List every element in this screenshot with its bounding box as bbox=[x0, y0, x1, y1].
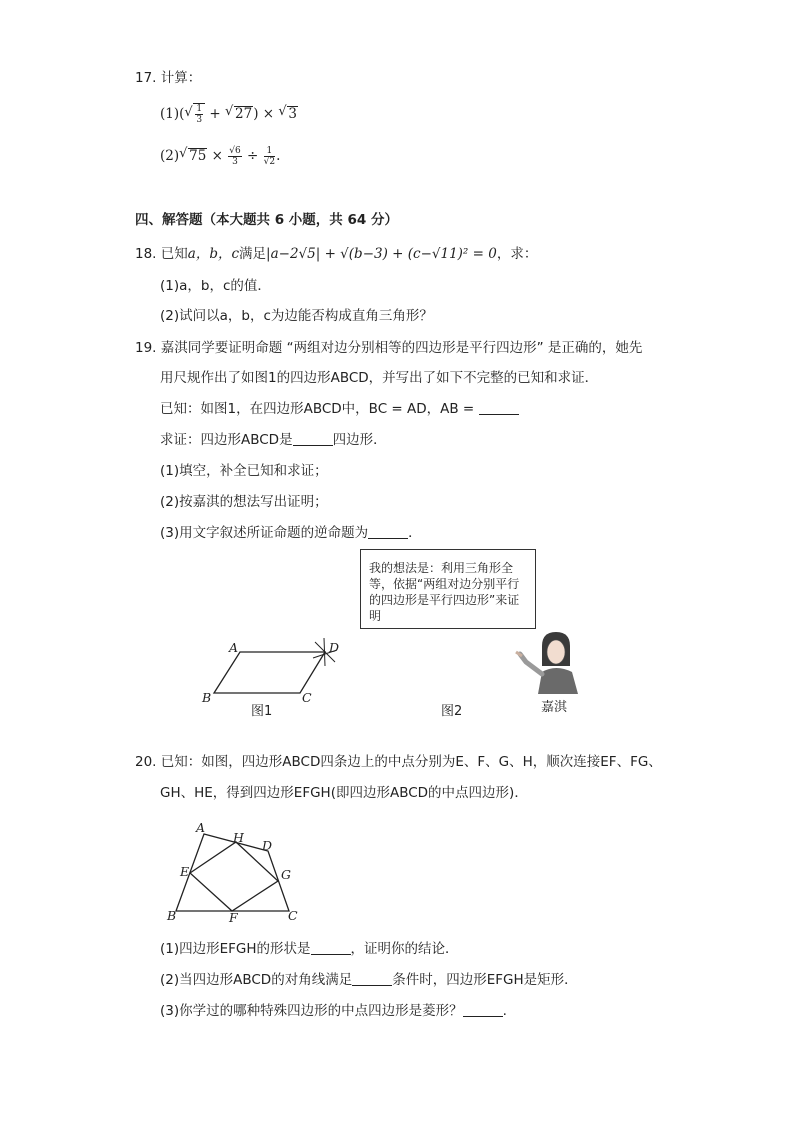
sqrt-75: √ 75 bbox=[179, 146, 207, 164]
q18-part1: (1)a，b，c的值． bbox=[160, 278, 271, 294]
frac-den: 3 bbox=[196, 115, 203, 125]
frac-num: 1 bbox=[264, 146, 275, 157]
q17-title: 17. 计算： bbox=[135, 70, 202, 86]
thought-box: 我的想法是：利用三角形全等，依据“两组对边分别平行的四边形是平行四边形”来证明 bbox=[360, 549, 536, 629]
times-sign: ) × bbox=[253, 106, 279, 122]
q18-part2: (2)试问以a，b，c为边能否构成直角三角形？ bbox=[160, 308, 433, 324]
fig2-caption: 图2 bbox=[441, 704, 463, 719]
fill-blank bbox=[293, 431, 333, 446]
q19-line1: 19. 嘉淇同学要证明命题 “两组对边分别相等的四边形是平行四边形” 是正确的，她先 bbox=[135, 340, 643, 356]
fig-label-f: F bbox=[229, 910, 238, 925]
fill-blank bbox=[463, 1002, 503, 1017]
fig-label-d: D bbox=[262, 838, 273, 853]
q19-prove: 求证：四边形ABCD是 四边形． bbox=[160, 432, 387, 448]
fig-label-a: A bbox=[196, 820, 206, 835]
fig1-label-a: A bbox=[229, 640, 239, 655]
fill-blank bbox=[311, 940, 351, 955]
frac-den: 3 bbox=[232, 157, 238, 167]
radical-icon: √ bbox=[225, 104, 234, 119]
q17-part2: (2) √ 75 × $\frac{√6}{3}$ ÷ $\frac{1}{√2}$ . bbox=[160, 146, 281, 167]
q20-line2: GH、HE，得到四边形EFGH(即四边形ABCD的中点四边形)． bbox=[160, 785, 528, 801]
q20-line1: 20. 已知：如图，四边形ABCD四条边上的中点分别为E、F、G、H，顺次连接EF、FG、 bbox=[135, 754, 662, 770]
frac-num: 1 bbox=[196, 104, 203, 114]
fig1-label-c: C bbox=[302, 690, 312, 705]
q19-part3: (3)用文字叙述所证命题的逆命题为 ． bbox=[160, 525, 422, 541]
fig-label-c: C bbox=[288, 908, 298, 923]
figure1-parallelogram bbox=[200, 640, 340, 705]
section-heading: 四、解答题（本大题共 6 小题，共 64 分） bbox=[135, 212, 398, 228]
q20-part3: (3)你学过的哪种特殊四边形的中点四边形是菱形？ . bbox=[160, 1003, 507, 1019]
divide-sign: ÷ bbox=[242, 148, 263, 164]
q19-line2: 用尺规作出了如图1的四边形ABCD，并写出了如下不完整的已知和求证． bbox=[160, 370, 599, 386]
q19-part1: (1)填空，补全已知和求证； bbox=[160, 463, 328, 479]
q19-part2: (2)按嘉淇的想法写出证明； bbox=[160, 494, 328, 510]
q18-number: 18. bbox=[135, 246, 157, 262]
radical-icon: √ bbox=[278, 104, 287, 119]
sqrt-3: √ 3 bbox=[278, 104, 297, 122]
q17-p1-label: (1)( bbox=[160, 106, 185, 122]
q19-given: 已知：如图1，在四边形ABCD中，BC = AD，AB = bbox=[160, 399, 519, 419]
q20-part1: (1)四边形EFGH的形状是 ，证明你的结论． bbox=[160, 941, 459, 957]
fig-label-b: B bbox=[167, 908, 177, 923]
q18-formula: |a−2√5| + √(b−3) + (c−√11)² = 0 bbox=[266, 246, 497, 262]
fill-blank bbox=[352, 971, 392, 986]
fill-blank bbox=[368, 524, 408, 539]
sqrt-27: √ 27 bbox=[225, 104, 253, 122]
plus-sign: + bbox=[205, 106, 226, 122]
fig-label-g: G bbox=[281, 867, 291, 882]
fig-label-h: H bbox=[233, 830, 244, 845]
q17-p2-label: (2) bbox=[160, 148, 180, 164]
fig-label-e: E bbox=[180, 864, 190, 879]
fig1-caption: 图1 bbox=[251, 704, 273, 719]
frac-den: √2 bbox=[263, 157, 276, 167]
q17-part1 bbox=[160, 103, 298, 125]
times-sign: × bbox=[207, 148, 228, 164]
girl-illustration bbox=[512, 632, 592, 694]
q19-number: 19. bbox=[135, 340, 157, 356]
fill-blank bbox=[479, 400, 519, 415]
q18-stem: 18. 已知a，b，c满足|a−2√5| + √(b−3) + (c−√11)² = 0，求： bbox=[135, 246, 538, 262]
radical-icon: √ bbox=[184, 105, 193, 120]
radical-icon: √ bbox=[179, 146, 188, 161]
q20-part2: (2)当四边形ABCD的对角线满足 条件时，四边形EFGH是矩形． bbox=[160, 972, 578, 988]
fig1-label-b: B bbox=[202, 690, 212, 705]
fig1-label-d: D bbox=[329, 640, 340, 655]
sqrt-fraction bbox=[184, 103, 205, 125]
frac-num: √6 bbox=[229, 146, 241, 156]
q20-number: 20. bbox=[135, 754, 157, 770]
person-name: 嘉淇 bbox=[541, 700, 568, 715]
